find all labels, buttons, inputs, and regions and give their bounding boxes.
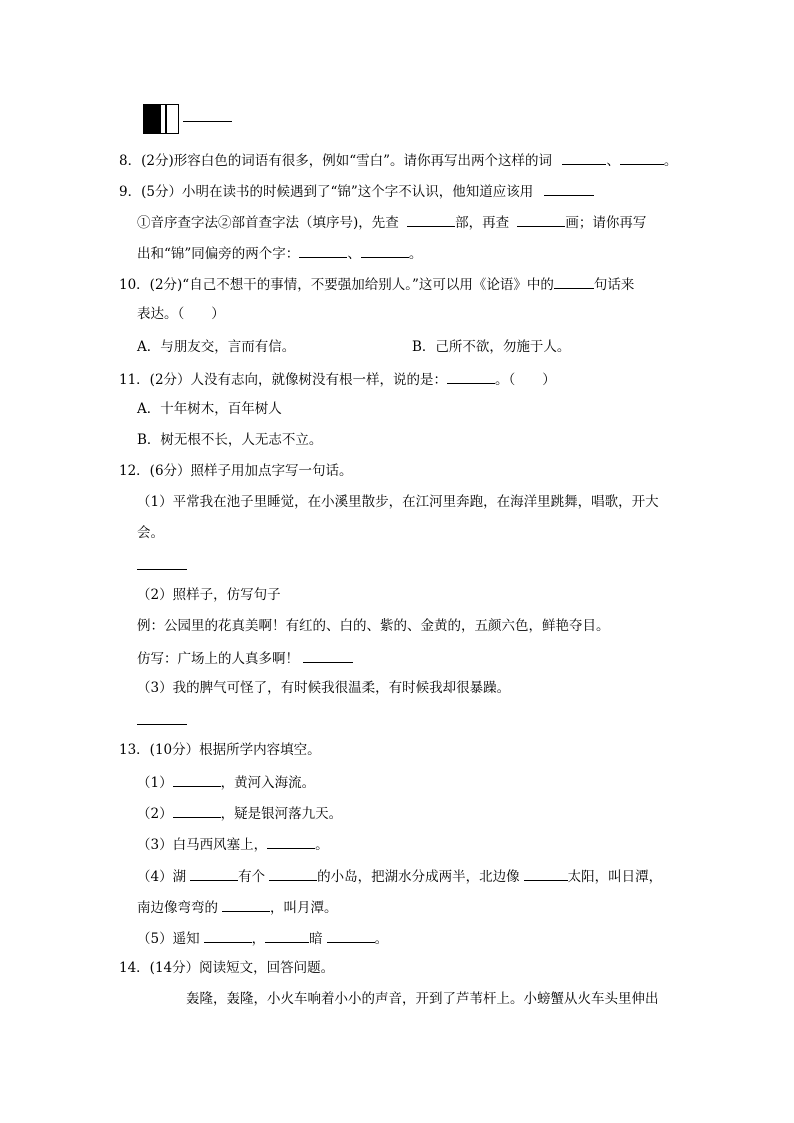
question-9-line-1: [119, 181, 594, 201]
reading-passage: 轰隆，轰隆，小火车响着小小的声音，开到了芦苇杆上。小螃蟹从火车头里伸出: [186, 991, 659, 1007]
separator: 、: [347, 246, 361, 262]
question-text: 9．(5分）小明在读书的时候遇到了“锦”这个字不认识，他知道应该用: [119, 184, 534, 200]
answer-blank: [267, 834, 315, 849]
q12-imitate: [137, 648, 353, 668]
answer-blank: [190, 866, 238, 881]
question-text: 10．(2分)“自己不想干的事情，不要强加给别人。”这可以用《论语》中的: [119, 277, 554, 293]
answer-line: [137, 555, 187, 575]
item-number: （1）: [137, 775, 173, 791]
answer-blank: [620, 150, 664, 165]
option-b: B．树无根不长，人无志不立。: [137, 432, 323, 448]
q13-item-5: [137, 928, 388, 948]
answer-blank: [204, 928, 252, 943]
question-text: 8．(2分)形容白色的词语有很多，例如“雪白”。请你再写出两个这样的词: [119, 153, 553, 169]
answer-blank: [327, 928, 375, 943]
q12-sentence-1-cont: 会。: [137, 525, 164, 541]
answer-blank: [183, 121, 232, 122]
question-text: ①音序查字法②部首查字法（填序号)，先查: [137, 215, 399, 231]
question-text: ，疑是银河落九天。: [220, 806, 343, 822]
answer-blank: [269, 866, 317, 881]
question-14-title: 14．(14分）阅读短文，回答问题。: [119, 960, 335, 976]
answer-blank: [137, 710, 187, 725]
punct: ，: [251, 931, 266, 947]
question-text: 句话来: [593, 277, 635, 293]
question-text: 暗: [309, 931, 323, 947]
question-12-title: 12．(6分）照样子用加点字写一句话。: [119, 463, 353, 479]
question-text: 仿写：广场上的人真多啊！: [137, 651, 299, 667]
q12-sentence-2: （2）照样子，仿写句子: [137, 587, 281, 603]
answer-blank: [173, 772, 221, 787]
punct: 。: [315, 837, 329, 853]
half-filled-square-figure: [143, 104, 179, 134]
option-a: A．与朋友交，言而有信。: [137, 339, 296, 355]
q12-sentence-3: （3）我的脾气可怪了，有时候我很温柔，有时候我却很暴躁。: [137, 680, 511, 696]
q13-item-4-cont: [137, 897, 338, 917]
question-13-title: 13．(10分）根据所学内容填空。: [119, 742, 321, 758]
question-11-line-1: [119, 369, 556, 389]
question-text: （5）遥知: [137, 931, 200, 947]
punct: 。: [408, 246, 423, 262]
answer-blank: [447, 369, 495, 384]
question-9-line-3: [137, 243, 422, 263]
question-text: 的小岛，把湖水分成两半，北边像: [317, 869, 520, 885]
punct: 。: [374, 931, 389, 947]
question-9-line-2: [137, 212, 646, 232]
question-10-line-2: 表达。（ ）: [137, 306, 225, 322]
item-number: （2）: [137, 806, 173, 822]
answer-blank: [554, 274, 594, 289]
question-text: 南边像弯弯的: [137, 900, 218, 916]
q12-example: 例：公园里的花真美啊！有红的、白的、紫的、金黄的，五颜六色，鲜艳夺目。: [137, 618, 610, 634]
question-text: 11．(2分）人没有志向，就像树没有根一样，说的是：: [119, 372, 448, 388]
q13-item-4: [137, 866, 662, 886]
answer-blank: [361, 243, 409, 258]
q13-item-1: [137, 772, 315, 792]
punct: 。: [663, 153, 678, 169]
q12-sentence-1: （1）平常我在池子里睡觉，在小溪里散步，在江河里奔跑，在海洋里跳舞，唱歌，开大: [137, 494, 659, 510]
option-a: A．十年树木，百年树人: [137, 401, 282, 417]
question-text: 。（ ）: [495, 372, 556, 388]
answer-blank: [562, 150, 606, 165]
q13-item-3: [137, 834, 329, 854]
question-text: （4）湖: [137, 869, 187, 885]
answer-blank: [137, 555, 187, 570]
question-8: [119, 150, 677, 170]
answer-blank: [407, 212, 455, 227]
answer-blank: [265, 928, 309, 943]
answer-blank: [544, 181, 594, 196]
separator: 、: [606, 153, 620, 169]
option-b: B．己所不欲，勿施于人。: [412, 339, 571, 355]
q13-item-2: [137, 803, 342, 823]
answer-blank: [524, 866, 568, 881]
question-text: 太阳，叫日潭，: [567, 869, 663, 885]
answer-blank: [222, 897, 270, 912]
question-text: ，叫月潭。: [270, 900, 338, 916]
question-text: 有个: [238, 869, 266, 885]
answer-blank: [303, 648, 353, 663]
answer-line: [137, 710, 187, 730]
answer-blank: [299, 243, 347, 258]
question-text: 出和“锦”同偏旁的两个字：: [137, 246, 300, 262]
answer-blank: [173, 803, 221, 818]
question-text: 部，再查: [455, 215, 510, 231]
question-text: 画；请你再写: [565, 215, 647, 231]
answer-blank: [517, 212, 565, 227]
question-10-line-1: [119, 274, 634, 294]
question-text: ，黄河入海流。: [220, 775, 316, 791]
question-text: （3）白马西风塞上，: [137, 837, 268, 853]
